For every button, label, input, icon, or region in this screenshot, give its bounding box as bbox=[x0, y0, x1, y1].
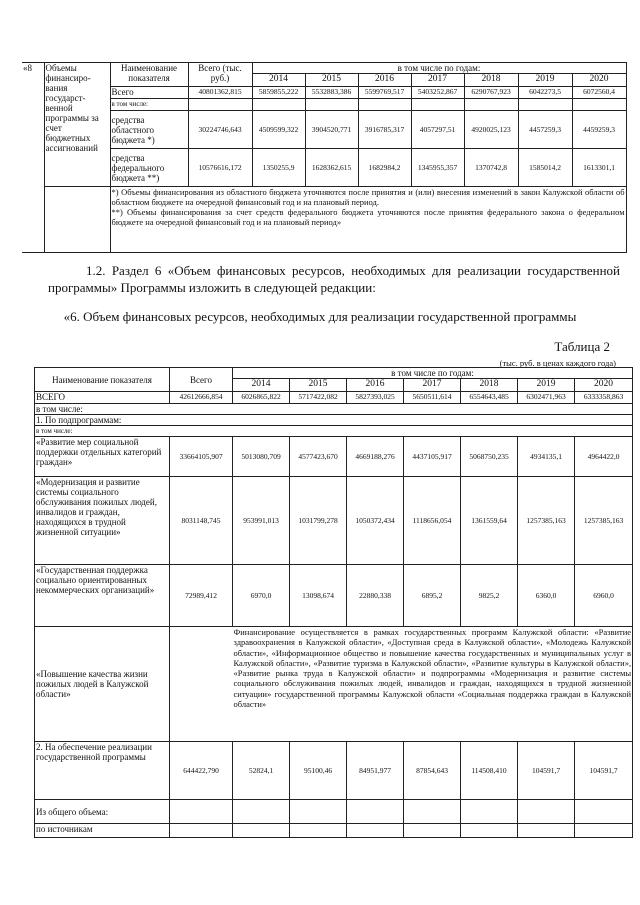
cell-value: 5532883,386 bbox=[305, 87, 358, 99]
cell-value: 4509599,322 bbox=[252, 111, 305, 149]
cell-value: 4457259,3 bbox=[518, 111, 572, 149]
cell-value: 52824,1 bbox=[233, 742, 290, 800]
header-years-caption: в том числе по годам: bbox=[233, 368, 633, 379]
section-heading: «6. Объем финансовых ресурсов, необходимых для реализации государственной программы bbox=[63, 309, 577, 324]
year-header: 2014 bbox=[233, 379, 290, 392]
cell-value: 6895,2 bbox=[404, 565, 461, 627]
row-total: 8031148,745 bbox=[170, 477, 233, 565]
table-row bbox=[22, 149, 626, 187]
row-name: Всего bbox=[110, 87, 188, 99]
cell-value: 4437105,917 bbox=[404, 437, 461, 477]
cell-value: 84951,977 bbox=[347, 742, 404, 800]
table-row bbox=[35, 437, 633, 477]
cell-value: 6970,0 bbox=[233, 565, 290, 627]
cell-value: 1050372,434 bbox=[347, 477, 404, 565]
table-footnotes bbox=[110, 187, 626, 253]
cell-value: 953991,013 bbox=[233, 477, 290, 565]
amendment-paragraph: 1.2. Раздел 6 «Объем финансовых ресурсов, необходимых для реализации государственной программы» Программы изложить в следующей редакции: bbox=[48, 263, 620, 295]
cell-value: 1257385,163 bbox=[518, 477, 575, 565]
cell-value: 3904520,771 bbox=[305, 111, 358, 149]
section-label: Объемы финансиро-вания государст-венной программы за счет бюджетных ассигнований bbox=[44, 63, 110, 187]
cell-value: 1682984,2 bbox=[358, 149, 411, 187]
cell-value: 1613301,1 bbox=[572, 149, 626, 187]
cell-value: 4057297,51 bbox=[411, 111, 464, 149]
row-name: «Государственная поддержка социально ориентированных некоммерческих организаций» bbox=[35, 565, 170, 627]
row-number: «8 bbox=[22, 63, 44, 253]
row-name: «Повышение качества жизни пожилых людей в Калужской области» bbox=[35, 627, 170, 742]
cell-value: 6072560,4 bbox=[572, 87, 626, 99]
cell-value: 6960,0 bbox=[575, 565, 633, 627]
table-row bbox=[35, 627, 633, 742]
row-total: 72989,412 bbox=[170, 565, 233, 627]
cell-value: 5403252,867 bbox=[411, 87, 464, 99]
year-header: 2019 bbox=[518, 74, 572, 87]
cell-value: 1257385,163 bbox=[575, 477, 633, 565]
cell-value: 4459259,3 bbox=[572, 111, 626, 149]
cell-value: 13098,674 bbox=[290, 565, 347, 627]
cell-value: 4669188,276 bbox=[347, 437, 404, 477]
year-header: 2014 bbox=[252, 74, 305, 87]
cell-value: 1345955,357 bbox=[411, 149, 464, 187]
cell-value: 1370742,8 bbox=[464, 149, 518, 187]
cell-value: 104591,7 bbox=[575, 742, 633, 800]
year-header: 2017 bbox=[411, 74, 464, 87]
year-header: 2015 bbox=[305, 74, 358, 87]
header-total: Всего bbox=[170, 368, 233, 392]
year-header: 2018 bbox=[464, 74, 518, 87]
year-header: 2016 bbox=[347, 379, 404, 392]
cell-value: 6042273,5 bbox=[518, 87, 572, 99]
cell-value: 6302471,963 bbox=[518, 392, 575, 404]
cell-value: 1585014,2 bbox=[518, 149, 572, 187]
cell-value: 6360,0 bbox=[518, 565, 575, 627]
cell-value: 95100,46 bbox=[290, 742, 347, 800]
row-name: средства федерального бюджета **) bbox=[110, 149, 188, 187]
cell-value: 1118656,054 bbox=[404, 477, 461, 565]
cell-value: 4964422,0 bbox=[575, 437, 633, 477]
row-total: 10576616,172 bbox=[188, 149, 252, 187]
row-name: 2. На обеспечение реализации государственной программы bbox=[35, 742, 170, 800]
cell-value: 5068750,235 bbox=[461, 437, 518, 477]
cell-value: 6290767,923 bbox=[464, 87, 518, 99]
year-header: 2020 bbox=[575, 379, 633, 392]
row-total: 30224746,643 bbox=[188, 111, 252, 149]
cell-value: 5013080,709 bbox=[233, 437, 290, 477]
cell-value: 104591,7 bbox=[518, 742, 575, 800]
header-name: Наименование показателя bbox=[35, 368, 170, 392]
header-total: Всего (тыс. руб.) bbox=[188, 63, 252, 87]
table-row bbox=[35, 477, 633, 565]
row-name: в том числе: bbox=[110, 99, 188, 111]
table-row bbox=[35, 742, 633, 800]
row-label: в том числе: bbox=[35, 404, 633, 415]
row-label: в том числе: bbox=[35, 426, 633, 437]
row-label: по источникам bbox=[35, 824, 170, 838]
cell-value: 5717422,082 bbox=[290, 392, 347, 404]
unit-label: (тыс. руб. в ценах каждого года) bbox=[499, 358, 616, 368]
row-label: Из общего объема: bbox=[35, 800, 170, 824]
funding-table bbox=[34, 367, 633, 838]
cell-value: 1350255,9 bbox=[252, 149, 305, 187]
table-label: Таблица 2 bbox=[554, 339, 610, 354]
cell-value: 3916785,317 bbox=[358, 111, 411, 149]
row-label: 1. По подпрограммам: bbox=[35, 415, 633, 426]
cell-value: 9825,2 bbox=[461, 565, 518, 627]
cell-value: 6554643,485 bbox=[461, 392, 518, 404]
row-name: «Развитие мер социальной поддержки отдельных категорий граждан» bbox=[35, 437, 170, 477]
row-name: средства областного бюджета *) bbox=[110, 111, 188, 149]
table-row bbox=[22, 87, 626, 99]
table-row bbox=[35, 565, 633, 627]
cell-value: 1031799,278 bbox=[290, 477, 347, 565]
cell-value: 4577423,670 bbox=[290, 437, 347, 477]
cell-value: 5650511,614 bbox=[404, 392, 461, 404]
year-header: 2019 bbox=[518, 379, 575, 392]
year-header: 2016 bbox=[358, 74, 411, 87]
cell-value: 4934135,1 bbox=[518, 437, 575, 477]
cell-value: 6333358,863 bbox=[575, 392, 633, 404]
cell-value: 1628362,615 bbox=[305, 149, 358, 187]
footnote-regional: *) Объемы финансирования из областного бюджета уточняются после принятия и (или) внесения изменений в закон Калужской области об областном бюджете на очередной финансовый год и на плановый период. bbox=[111, 187, 625, 207]
footnote-federal: **) Объемы финансирования за счет средств федерального бюджета уточняются после принятия федерального закона о федеральном бюджете на очередной финансовый год и на плановый период» bbox=[111, 207, 625, 227]
row-total: 42612666,854 bbox=[170, 392, 233, 404]
cell-value: 6026865,822 bbox=[233, 392, 290, 404]
passport-funding-table bbox=[22, 62, 627, 253]
cell-value: 1361559,64 bbox=[461, 477, 518, 565]
cell-value: 114508,410 bbox=[461, 742, 518, 800]
cell-value: 4920025,123 bbox=[464, 111, 518, 149]
year-header: 2015 bbox=[290, 379, 347, 392]
row-total: 40801362,815 bbox=[188, 87, 252, 99]
row-total: 33664105,907 bbox=[170, 437, 233, 477]
cell-value: 87854,643 bbox=[404, 742, 461, 800]
cell-value: 22880,338 bbox=[347, 565, 404, 627]
table-row bbox=[22, 111, 626, 149]
header-name: Наименование показателя bbox=[110, 63, 188, 87]
financing-description: Финансирование осуществляется в рамках государственных программ Калужской области: «Развитие здравоохранения в Калужской области», «Доступная среда в Калужской области», «Молодежь Калужской области», «Информационное общество и повышение качества государственных и муниципальных услуг в Калужской области», «Развитие туризма в Калужской области», «Развитие культуры в Калужской области», «Развитие рынка труда в Калужской области» и подпрограммы «Модернизация и развитие системы социального обслуживания пожилых людей, инвалидов и граждан, находящихся в трудной жизненной ситуации» государственной программы Калужской области «Социальная поддержка граждан в Калужской области» bbox=[233, 627, 633, 742]
row-name: ВСЕГО bbox=[35, 392, 170, 404]
header-years-caption: в том числе по годам: bbox=[252, 63, 626, 74]
cell-value: 5859855,222 bbox=[252, 87, 305, 99]
year-header: 2018 bbox=[461, 379, 518, 392]
cell-value: 5599769,517 bbox=[358, 87, 411, 99]
table-row bbox=[35, 392, 633, 404]
year-header: 2020 bbox=[572, 74, 626, 87]
year-header: 2017 bbox=[404, 379, 461, 392]
row-total: 644422,790 bbox=[170, 742, 233, 800]
cell-value: 5827393,025 bbox=[347, 392, 404, 404]
row-name: «Модернизация и развитие системы социального обслуживания пожилых людей, инвалидов и граждан, находящихся в трудной жизненной ситуации» bbox=[35, 477, 170, 565]
